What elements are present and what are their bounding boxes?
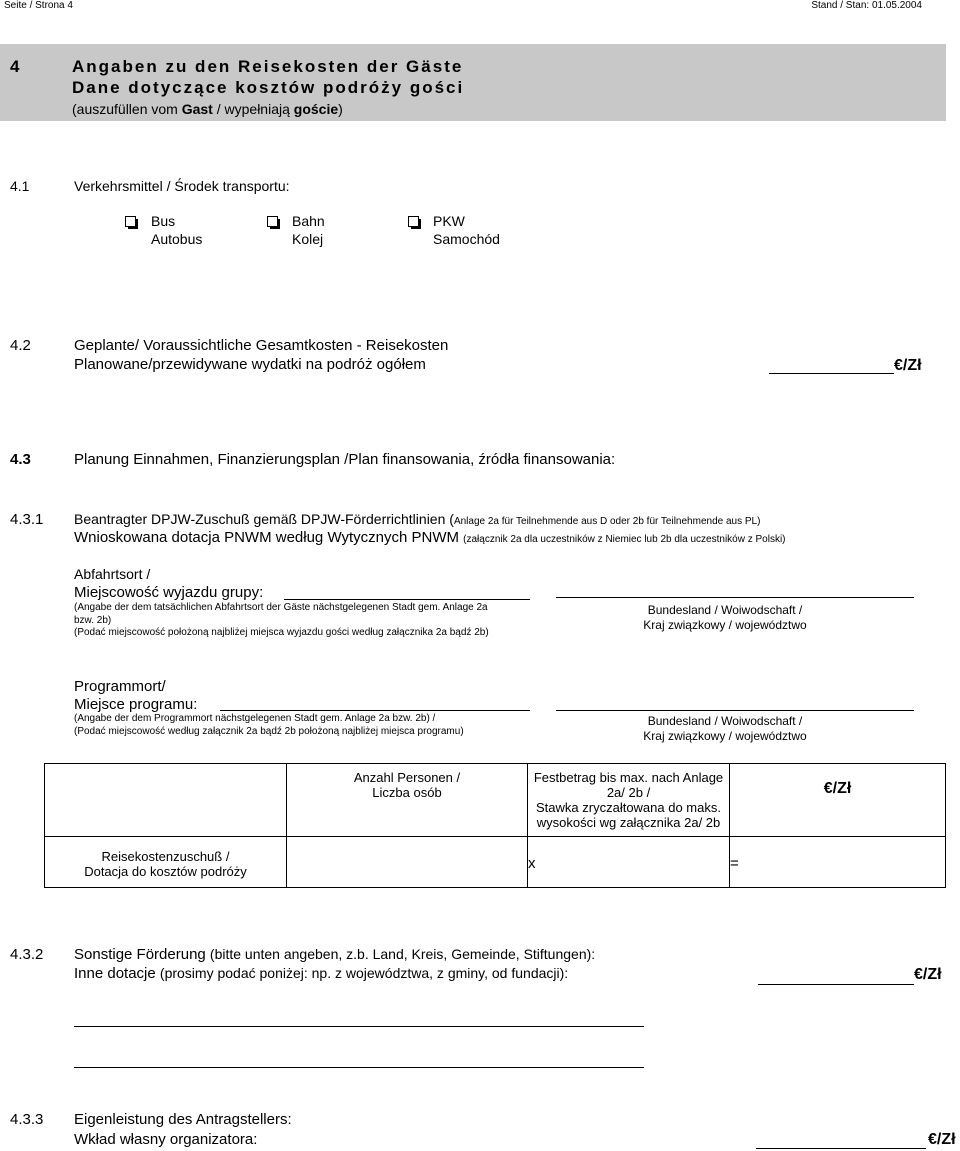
section-4-3-1-line-1: Beantragter DPJW-Zuschuß gemäß DPJW-Förderrichtlinien (Anlage 2a für Teilnehmende aus D oder 2b für Teilnehmende aus PL) — [74, 511, 761, 527]
departure-state-field[interactable] — [556, 597, 914, 598]
rate-header: Festbetrag bis max. nach Anlage 2a/ 2b / Stawka zryczałtowana do maks. wysokości wg załącznika 2a/ 2b — [528, 764, 730, 837]
departure-note-2: bzw. 2b) — [74, 615, 112, 626]
section-4-1-number: 4.1 — [10, 178, 30, 194]
section-4-2-number: 4.2 — [10, 337, 31, 354]
revision-date: Stand / Stan: 01.05.2004 — [811, 0, 922, 11]
checkbox-car[interactable] — [408, 215, 419, 233]
checkbox-icon — [267, 216, 278, 227]
checkbox-train[interactable] — [267, 215, 278, 233]
other-funding-amount-field[interactable] — [758, 984, 914, 985]
section-4-number: 4 — [10, 57, 22, 76]
other-funding-currency: €/Zł — [914, 966, 942, 983]
checkbox-bus[interactable] — [125, 215, 136, 233]
row-label: Reisekostenzuschuß / Dotacja do kosztów podróży — [45, 837, 287, 888]
section-4-3-2-line-2: Inne dotacje (prosimy podać poniżej: np. z województwa, z gminy, od fundacji): — [74, 965, 569, 982]
departure-state-label-2: Kraj związkowy / województwo — [643, 618, 807, 632]
section-4-3-3-line-2: Wkład własny organizatora: — [74, 1131, 258, 1148]
section-4-3-1-line-2: Wnioskowana dotacja PNWM według Wytycznych PNWM (załącznik 2a dla uczestników z Niemiec lub 2b dla uczestników z Polski) — [74, 529, 786, 546]
persons-header: Anzahl Personen / Liczba osób — [287, 764, 528, 837]
departure-field[interactable] — [284, 599, 530, 600]
checkbox-icon — [408, 216, 419, 227]
section-4-3-1-number: 4.3.1 — [10, 511, 44, 528]
section-4-title-de: Angaben zu den Reisekosten der Gäste — [72, 57, 464, 76]
currency-header: €/Zł — [730, 764, 946, 837]
other-funding-line-1[interactable] — [74, 1026, 644, 1027]
option-car-pl: Samochód — [433, 231, 500, 247]
page-number: Seite / Strona 4 — [4, 0, 73, 11]
section-4-2-line-2: Planowane/przewidywane wydatki na podróż ogółem — [74, 356, 426, 373]
program-note-1: (Angabe der dem Programmort nächstgelegenen Stadt gem. Anlage 2a bzw. 2b) / — [74, 713, 436, 724]
section-4-3-number: 4.3 — [10, 451, 31, 468]
departure-label-de: Abfahrtsort / — [74, 566, 151, 582]
section-4-3-2-line-1: Sonstige Förderung (bitte unten angeben, z.b. Land, Kreis, Gemeinde, Stiftungen): — [74, 946, 596, 963]
program-state-field[interactable] — [556, 710, 914, 711]
departure-note-3: (Podać miejscowość położoną najbliżej miejsca wyjazdu gości według załącznika 2a bądź 2b) — [74, 627, 489, 638]
section-4-3-3-number: 4.3.3 — [10, 1111, 44, 1128]
departure-label-pl: Miejscowość wyjazdu grupy: — [74, 584, 264, 601]
program-field[interactable] — [220, 710, 530, 711]
option-bus-pl: Autobus — [151, 231, 203, 247]
program-label-pl: Miejsce programu: — [74, 696, 198, 713]
section-4-1-title: Verkehrsmittel / Środek transportu: — [74, 178, 290, 194]
departure-state-label-1: Bundesland / Woiwodschaft / — [647, 603, 803, 617]
section-4-3-3-line-1: Eigenleistung des Antragstellers: — [74, 1111, 292, 1128]
option-bus-de: Bus — [151, 213, 176, 229]
departure-note-1: (Angabe der dem tatsächlichen Abfahrtsort der Gäste nächstgelegenen Stadt gem. Anlage 2a — [74, 602, 488, 613]
program-note-2: (Podać miejscowość według załącznik 2a bądź 2b położoną najbliżej miejsca programu) — [74, 726, 464, 737]
section-4-2-line-1: Geplante/ Voraussichtliche Gesamtkosten - Reisekosten — [74, 337, 449, 354]
program-label-de: Programmort/ — [74, 678, 166, 695]
program-state-label-1: Bundesland / Woiwodschaft / — [647, 714, 803, 728]
own-contribution-currency: €/Zł — [928, 1131, 956, 1148]
currency-label: €/Zł — [894, 357, 922, 374]
option-car-de: PKW — [433, 213, 465, 229]
own-contribution-field[interactable] — [756, 1148, 926, 1149]
option-train-de: Bahn — [292, 213, 325, 229]
option-train-pl: Kolej — [292, 231, 324, 247]
section-4-3-title: Planung Einnahmen, Finanzierungsplan /Plan finansowania, źródła finansowania: — [74, 451, 616, 468]
rate-cell[interactable]: x — [528, 837, 730, 888]
result-cell[interactable]: = — [730, 837, 946, 888]
section-4-note: (auszufüllen vom Gast / wypełniają goście) — [72, 101, 343, 117]
travel-cost-table — [44, 763, 946, 888]
table-empty-header — [45, 764, 287, 837]
total-cost-field[interactable] — [769, 373, 894, 374]
other-funding-line-2[interactable] — [74, 1067, 644, 1068]
section-4-3-2-number: 4.3.2 — [10, 946, 44, 963]
checkbox-icon — [125, 216, 136, 227]
persons-input-cell[interactable] — [287, 837, 528, 888]
section-4-title-pl: Dane dotyczące kosztów podróży gości — [72, 78, 465, 97]
program-state-label-2: Kraj związkowy / województwo — [643, 729, 807, 743]
